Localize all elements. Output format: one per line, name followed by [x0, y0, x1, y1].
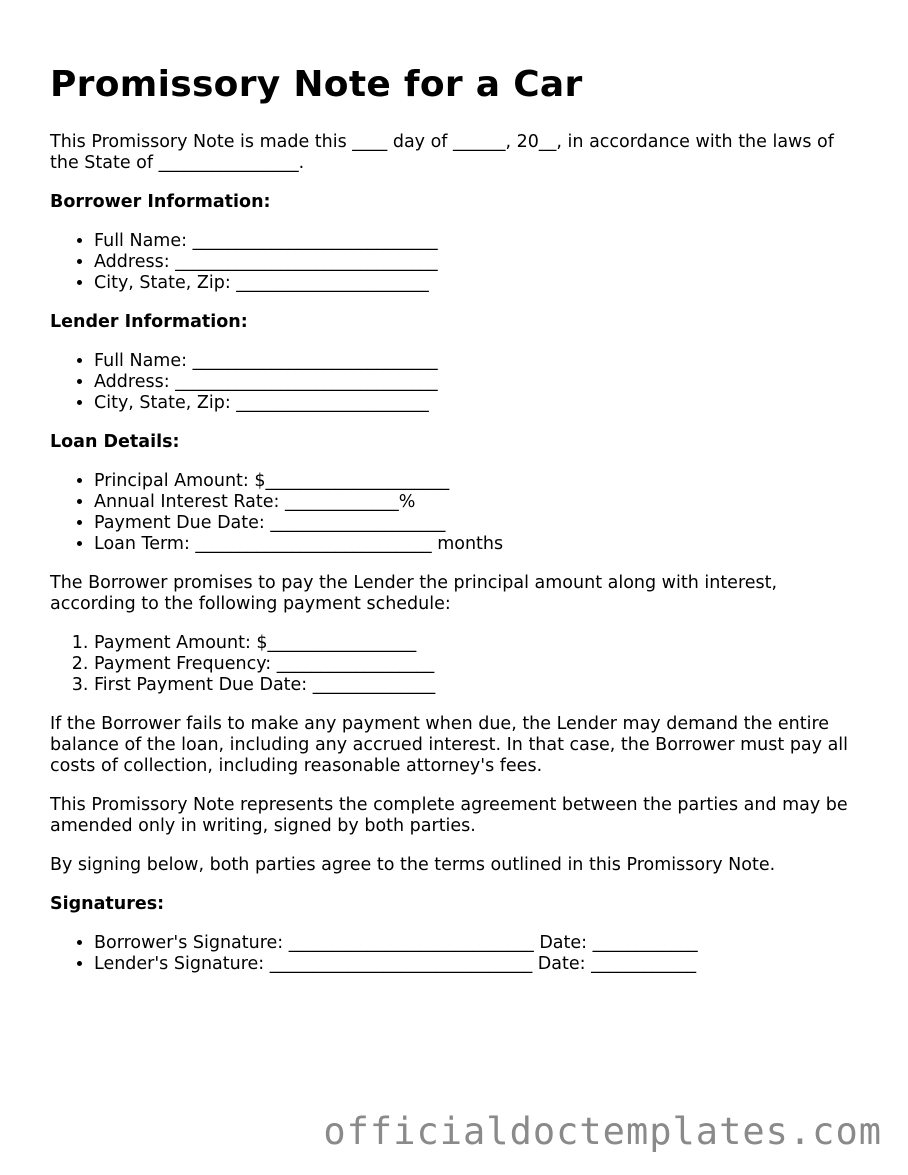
borrower-full-name: • Full Name: ____________________________ [94, 231, 860, 252]
signatures-heading: Signatures: [50, 894, 165, 914]
document-page [50, 62, 860, 975]
intro-paragraph: This Promissory Note is made this ____ day of ______, 20__, in accordance with the laws of the State of ________________. [50, 132, 834, 173]
lender-list [50, 351, 860, 414]
loan-principal-amount: • Principal Amount: $_____________________ [94, 471, 860, 492]
lender-heading: Lender Information: [50, 312, 248, 332]
borrower-heading: Borrower Information: [50, 192, 271, 212]
lender-city-state-zip: • City, State, Zip: ______________________ [94, 393, 860, 414]
site-watermark: officialdoctemplates.com [323, 1110, 882, 1153]
document-title: Promissory Note for a Car [50, 64, 583, 105]
lender-address: • Address: ______________________________ [94, 372, 860, 393]
borrower-signature-line: • Borrower's Signature: ____________________________ Date: ____________ [94, 933, 860, 954]
schedule-first-payment-date: 3. First Payment Due Date: ______________ [94, 675, 860, 696]
borrower-address: • Address: ______________________________ [94, 252, 860, 273]
lender-full-name: • Full Name: ____________________________ [94, 351, 860, 372]
agreement-paragraph: This Promissory Note represents the complete agreement between the parties and may be amended only in writing, signed by both parties. [50, 795, 848, 836]
signatures-list [50, 933, 860, 975]
promise-paragraph: The Borrower promises to pay the Lender the principal amount along with interest, according to the following payment schedule: [50, 573, 778, 614]
payment-schedule-list [50, 633, 860, 696]
borrower-city-state-zip: • City, State, Zip: ______________________ [94, 273, 860, 294]
loan-list [50, 471, 860, 555]
schedule-payment-frequency: 2. Payment Frequency: __________________ [94, 654, 860, 675]
loan-payment-due-date: • Payment Due Date: ____________________ [94, 513, 860, 534]
signing-paragraph: By signing below, both parties agree to the terms outlined in this Promissory Note. [50, 855, 776, 875]
lender-signature-line: • Lender's Signature: ______________________________ Date: ____________ [94, 954, 860, 975]
borrower-list [50, 231, 860, 294]
loan-interest-rate: • Annual Interest Rate: _____________% [94, 492, 860, 513]
loan-heading: Loan Details: [50, 432, 180, 452]
schedule-payment-amount: 1. Payment Amount: $_________________ [94, 633, 860, 654]
loan-term: • Loan Term: ___________________________ months [94, 534, 860, 555]
default-paragraph: If the Borrower fails to make any payment when due, the Lender may demand the entire balance of the loan, including any accrued interest. In that case, the Borrower must pay all costs of collection, including reasonable attorney's fees. [50, 714, 849, 776]
